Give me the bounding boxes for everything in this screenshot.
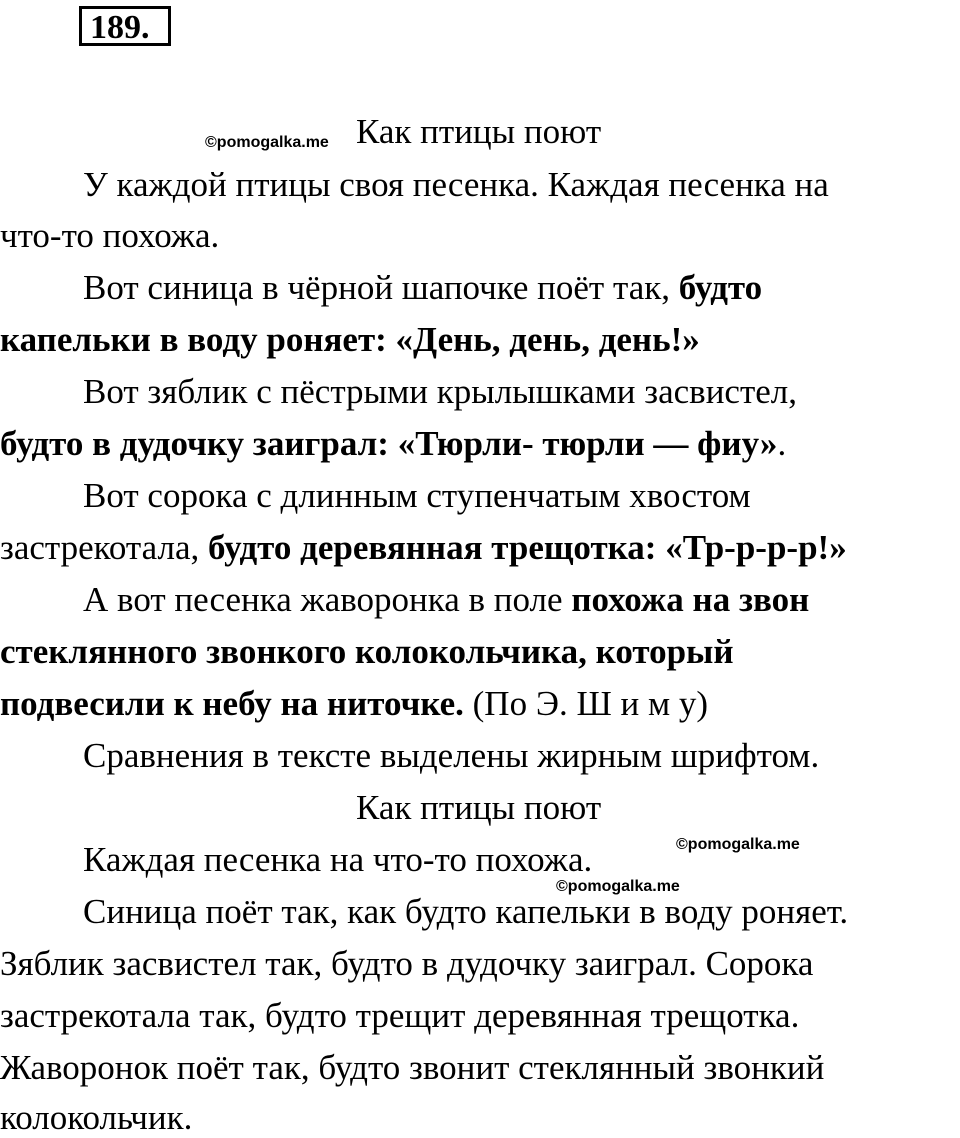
- para5-line3: [0, 684, 708, 724]
- title-2: Как птицы поют: [356, 788, 602, 827]
- para4-line1: Вот сорока с длинным ступенчатым хвостом: [83, 476, 751, 515]
- para5-bold-line3: подвесили к небу на ниточке.: [0, 684, 464, 723]
- para5-bold-line2: стеклянного звонкого колокольчика, который: [0, 632, 734, 671]
- para4-plain: застрекотала,: [0, 528, 208, 567]
- answer-line4: застрекотала так, будто трещит деревянная трещотка.: [0, 996, 800, 1035]
- para4-line2: [0, 528, 847, 568]
- para3-line2: [0, 424, 786, 464]
- answer-line1: Каждая песенка на что-то похожа.: [83, 840, 593, 879]
- para2-bold-line2: капельки в воду роняет: «День, день, день!»: [0, 320, 700, 359]
- para2-bold: будто: [678, 268, 763, 307]
- para3-plain: .: [777, 424, 787, 463]
- para5-bold: похожа на звон: [571, 580, 810, 619]
- para5-citation: (По Э. Ш и м у): [463, 684, 709, 723]
- para5-plain: А вот песенка жаворонка в поле: [83, 580, 572, 619]
- answer-line2: Синица поёт так, как будто капельки в воду роняет.: [83, 892, 849, 931]
- para1-line2: что-то похожа.: [0, 216, 220, 255]
- para2-line1: [83, 268, 762, 308]
- watermark: ©pomogalka.me: [676, 836, 800, 853]
- para1-line1: У каждой птицы своя песенка. Каждая песенка на: [83, 165, 829, 204]
- answer-line5: Жаворонок поёт так, будто звонит стеклянный звонкий: [0, 1048, 825, 1087]
- para3-bold: будто в дудочку заиграл: «Тюрли- тюрли — фиу»: [0, 424, 778, 463]
- note: Сравнения в тексте выделены жирным шрифтом.: [83, 736, 820, 775]
- task-number: 189.: [79, 6, 171, 46]
- watermark: ©pomogalka.me: [205, 134, 329, 151]
- para4-bold: будто деревянная трещотка: «Тр-р-р-р!»: [207, 528, 847, 567]
- para3-line1: Вот зяблик с пёстрыми крылышками засвистел,: [83, 372, 798, 411]
- answer-line6: колокольчик.: [0, 1098, 193, 1137]
- para5-line2: [0, 632, 734, 672]
- para2-plain: Вот синица в чёрной шапочке поёт так,: [83, 268, 679, 307]
- watermark: ©pomogalka.me: [556, 878, 680, 895]
- answer-line3: Зяблик засвистел так, будто в дудочку заиграл. Сорока: [0, 944, 814, 983]
- para5-line1: [83, 580, 809, 620]
- title-1: Как птицы поют: [356, 112, 602, 151]
- para2-line2: [0, 320, 700, 360]
